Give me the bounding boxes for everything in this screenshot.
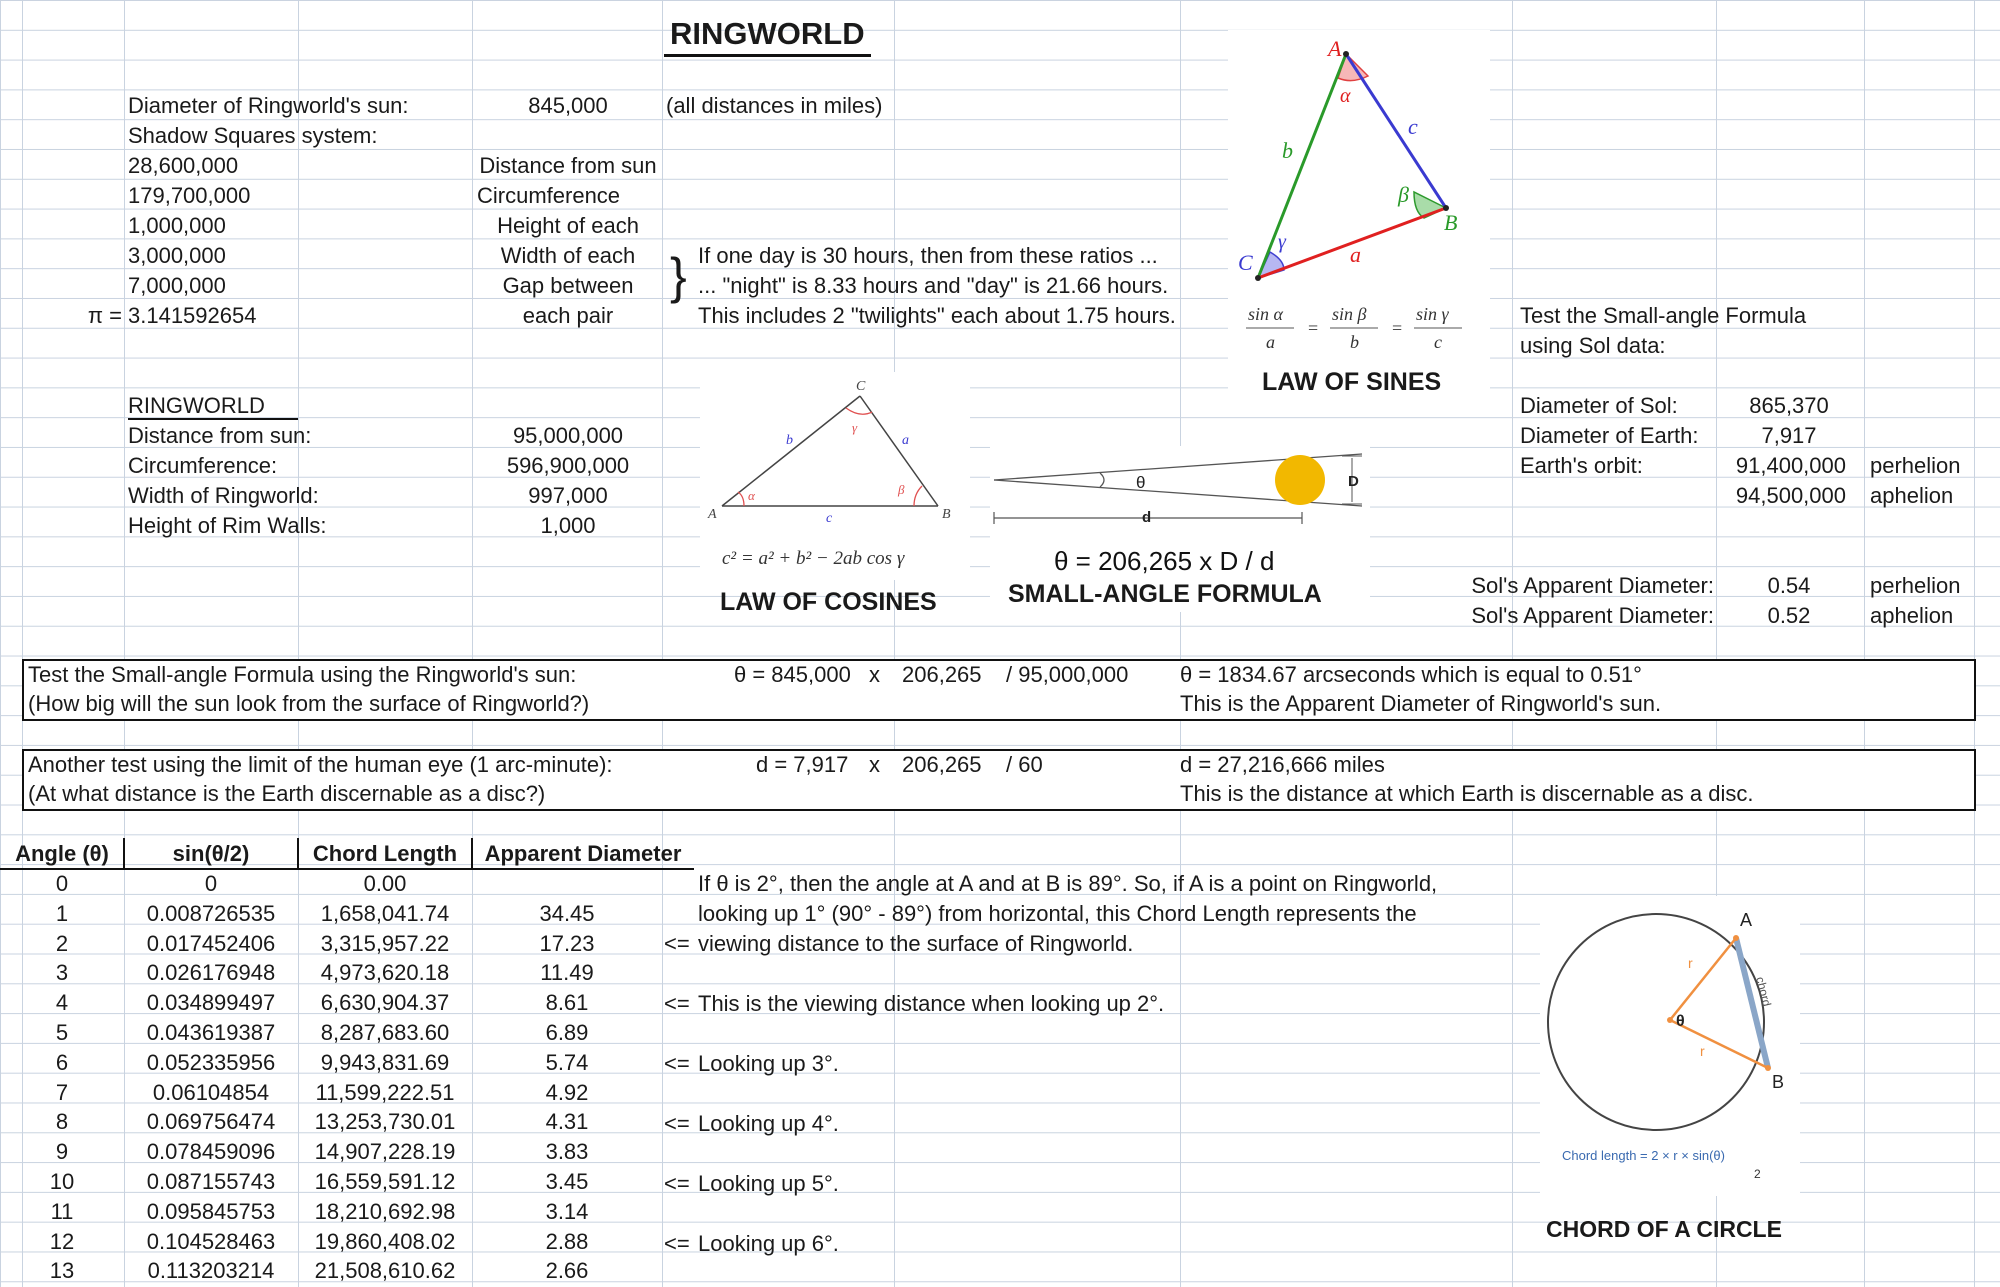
chord-length-cell: 14,907,228.19 (314, 1139, 456, 1165)
law-of-sines-figure (1228, 30, 1490, 400)
pi-value: 3.141592654 (128, 303, 257, 328)
vertex-a-dot (1343, 51, 1349, 57)
radius-a (1670, 938, 1736, 1020)
box2-x: x (869, 752, 880, 777)
chord-theta: θ (1676, 1013, 1685, 1030)
sol-apparent-value-2: 0.52 (1767, 603, 1811, 628)
chord-caption: CHORD OF A CIRCLE (1546, 1216, 1782, 1242)
box2-result-2: This is the distance at which Earth is discernable as a disc. (1180, 781, 1754, 806)
small-angle-formula: θ = 206,265 x D / d (1054, 546, 1275, 576)
col-header-apparent: Apparent Diameter (484, 841, 682, 866)
chord-note-arrow-12: <= (664, 1231, 690, 1256)
ringworld-width-label: Width of Ringworld: (128, 483, 319, 508)
shadow-desc-circumference: Circumference (477, 183, 621, 208)
angle-cell: 9 (55, 1139, 69, 1165)
law-of-cosines-diagram (700, 372, 970, 580)
chord-note-8: Looking up 4°. (698, 1111, 839, 1136)
apparent-diameter-cell: 34.45 (539, 900, 595, 926)
angle-cell: 13 (49, 1258, 75, 1284)
apparent-diameter-cell (472, 870, 662, 898)
sin-cell: 0.052335956 (146, 1049, 276, 1075)
ringworld-circumference-label: Circumference: (128, 453, 278, 478)
shadow-value-circumference: 179,700,000 (128, 183, 251, 208)
cos-side-a-label: a (902, 433, 909, 448)
sin-cell: 0.095845753 (146, 1198, 276, 1224)
sin-cell: 0.06104854 (152, 1079, 270, 1105)
small-angle-caption: SMALL-ANGLE FORMULA (1008, 580, 1322, 608)
cos-vertex-a: A (708, 507, 717, 522)
day-note-2: ... "night" is 8.33 hours and "day" is 21.66 hours. (698, 273, 1169, 298)
angle-cell: 7 (55, 1079, 69, 1105)
col-header-sin: sin(θ/2) (172, 841, 250, 866)
pi-label: π = (87, 303, 122, 328)
sol-heading-2: using Sol data: (1520, 333, 1666, 358)
ringworld-rim-value: 1,000 (540, 513, 596, 538)
earth-diameter-label: Diameter of Earth: (1520, 423, 1699, 448)
cos-formula: c² = a² + b² − 2ab cos γ (722, 548, 905, 569)
chord-length-cell: 6,630,904.37 (320, 990, 450, 1016)
apparent-diameter-cell: 11.49 (540, 960, 594, 986)
cos-side-c-label: c (826, 511, 833, 526)
box1-result-2: This is the Apparent Diameter of Ringworld's sun. (1180, 691, 1662, 716)
apparent-diameter-cell: 3.83 (545, 1139, 589, 1165)
shadow-desc-height: Height of each (497, 213, 639, 238)
chord-length-cell: 1,658,041.74 (320, 900, 450, 926)
sol-diameter-value: 865,370 (1749, 393, 1829, 418)
sines-den-1: a (1266, 332, 1275, 352)
angle-cell: 5 (55, 1020, 69, 1045)
sol-apparent-value-1: 0.54 (1767, 573, 1811, 598)
sol-apparent-label-1: Sol's Apparent Diameter: (1471, 573, 1714, 598)
chord-formula: Chord length = 2 × r × sin(θ) (1562, 1148, 1725, 1163)
sun-diameter-value: 845,000 (528, 93, 608, 118)
shadow-value-gap: 7,000,000 (128, 273, 226, 298)
chord-length-cell: 8,287,683.60 (320, 1020, 450, 1045)
law-of-sines-caption: LAW OF SINES (1262, 368, 1442, 396)
shadow-value-height: 1,000,000 (128, 213, 226, 238)
shadow-desc-pair: each pair (522, 303, 614, 328)
chord-note-p2: looking up 1° (90° - 89°) from horizontal, this Chord Length represents the (698, 901, 1417, 926)
chord-length-cell: 3,315,957.22 (320, 930, 450, 956)
chord-length-cell: 11,599,222.51 (315, 1079, 455, 1105)
sin-cell: 0 (204, 871, 218, 896)
chord-note-arrow-6: <= (664, 1051, 690, 1076)
angle-cell: 6 (55, 1049, 69, 1075)
cos-vertex-b: B (942, 507, 951, 522)
sin-cell: 0.026176948 (146, 960, 276, 986)
shadow-value-distance: 28,600,000 (128, 153, 239, 178)
law-of-sines-formula (1246, 304, 1462, 352)
box2-result-1: d = 27,216,666 miles (1180, 752, 1385, 777)
apparent-diameter-cell: 17.23 (539, 930, 595, 956)
box2-line-2: (At what distance is the Earth discernable as a disc?) (28, 781, 546, 806)
apparent-diameter-cell: 2.66 (545, 1258, 589, 1284)
vertex-c: C (1238, 250, 1253, 275)
angle-cell: 11 (50, 1198, 74, 1224)
gamma-label: γ (1278, 231, 1286, 253)
ringworld-rim-label: Height of Rim Walls: (128, 513, 327, 538)
sin-cell: 0.008726535 (146, 900, 276, 926)
chord-note-p3: viewing distance to the surface of Ringworld. (698, 931, 1134, 956)
sin-cell: 0.034899497 (146, 990, 276, 1016)
apparent-diameter-cell: 5.74 (545, 1049, 589, 1075)
sun-disc (1275, 455, 1325, 505)
chord-length-cell: 16,559,591.12 (314, 1169, 456, 1194)
sin-cell: 0.104528463 (146, 1228, 276, 1254)
chord-length-cell: 0.00 (363, 871, 407, 896)
chord-note-arrow-4: <= (664, 991, 690, 1016)
shadow-squares-label: Shadow Squares system: (128, 123, 378, 148)
sines-den-3: c (1434, 332, 1442, 352)
beta-label: β (1398, 182, 1409, 207)
cos-vertex-c: C (856, 379, 866, 394)
chord-formula-den: 2 (1754, 1167, 1761, 1181)
law-of-cosines-figure (700, 372, 970, 580)
shadow-desc-width: Width of each (500, 243, 636, 268)
apparent-diameter-cell: 6.89 (545, 1020, 589, 1045)
sol-apparent-note-2: aphelion (1870, 603, 1954, 628)
chord-point-b: B (1772, 1072, 1785, 1092)
sines-num-2: sin β (1332, 304, 1367, 324)
box2-expr-b: 206,265 (902, 752, 982, 777)
chord-length-cell: 18,210,692.98 (314, 1198, 456, 1224)
chord-figure (1540, 896, 1800, 1196)
shadow-desc-distance: Distance from sun (479, 153, 657, 178)
cos-gamma-arc (846, 408, 872, 414)
ringworld-heading: RINGWORLD (128, 392, 298, 420)
radius-b (1670, 1020, 1768, 1068)
angle-cell: 10 (49, 1169, 75, 1194)
chord-length-cell: 4,973,620.18 (320, 960, 450, 986)
ringworld-circumference-value: 596,900,000 (506, 453, 630, 478)
apparent-diameter-cell: 3.14 (545, 1198, 589, 1224)
angle-cell: 2 (55, 930, 69, 956)
box1-x: x (869, 662, 880, 687)
page-title: RINGWORLD (664, 16, 871, 57)
earth-orbit-perhelion-value: 91,400,000 (1735, 453, 1846, 478)
box1-result-1: θ = 1834.67 arcseconds which is equal to 0.51° (1180, 662, 1642, 687)
side-b (1258, 54, 1346, 278)
box2-expr-c: / 60 (1006, 752, 1043, 777)
apparent-diameter-cell: 8.61 (545, 990, 589, 1016)
sin-cell: 0.069756474 (146, 1109, 276, 1135)
chord-note-p1: If θ is 2°, then the angle at A and at B is 89°. So, if A is a point on Ringworld, (698, 871, 1438, 896)
apparent-diameter-cell: 4.92 (545, 1079, 589, 1105)
brace: } (670, 248, 687, 304)
sol-apparent-label-2: Sol's Apparent Diameter: (1471, 603, 1714, 628)
shadow-value-width: 3,000,000 (128, 243, 226, 268)
sin-cell: 0.078459096 (146, 1139, 276, 1165)
day-note-3: This includes 2 "twilights" each about 1.75 hours. (698, 303, 1176, 328)
chord-note-arrow-p3: <= (664, 931, 690, 956)
sol-apparent-note-1: perhelion (1870, 573, 1961, 598)
law-of-cosines-caption: LAW OF COSINES (720, 588, 937, 616)
box1-line-2: (How big will the sun look from the surface of Ringworld?) (28, 691, 590, 716)
angle-cell: 0 (55, 871, 69, 896)
chord-length-cell: 13,253,730.01 (314, 1109, 456, 1135)
cos-alpha-label: α (748, 488, 755, 503)
chord-r-upper: r (1688, 955, 1693, 971)
sin-cell: 0.113203214 (147, 1258, 275, 1284)
sun-diameter-label: Diameter of Ringworld's sun: (128, 93, 409, 118)
earth-diameter-value: 7,917 (1761, 423, 1817, 448)
cos-beta-arc (914, 486, 922, 506)
cos-alpha-arc (738, 492, 744, 506)
law-of-sines-diagram (1228, 30, 1490, 400)
sines-eq-2: = (1392, 318, 1403, 338)
d-label: d (1142, 509, 1152, 526)
chord-label: chord (1753, 975, 1774, 1008)
ringworld-sun-test-box (22, 659, 1976, 721)
angle-cell: 12 (49, 1228, 75, 1254)
ringworld-width-value: 997,000 (528, 483, 608, 508)
chord-note-10: Looking up 5°. (698, 1171, 839, 1196)
box1-expr-b: 206,265 (902, 662, 982, 687)
chord-length-cell: 21,508,610.62 (314, 1258, 456, 1284)
earth-orbit-label: Earth's orbit: (1520, 453, 1643, 478)
box1-line-1: Test the Small-angle Formula using the Ringworld's sun: (28, 662, 577, 687)
vertex-c-dot (1255, 275, 1261, 281)
angle-cell: 4 (55, 990, 69, 1016)
col-header-chord: Chord Length (312, 841, 458, 866)
side-b-label: b (1282, 138, 1293, 163)
chord-note-6: Looking up 3°. (698, 1051, 839, 1076)
apparent-diameter-cell: 4.31 (545, 1109, 589, 1135)
vertex-a: A (1328, 36, 1342, 61)
angle-cell: 3 (55, 960, 69, 986)
cos-side-b (722, 396, 860, 506)
cos-gamma-label: γ (852, 420, 858, 435)
earth-orbit-aphelion-value: 94,500,000 (1735, 483, 1846, 508)
box2-line-1: Another test using the limit of the human eye (1 arc-minute): (28, 752, 613, 777)
ringworld-distance-label: Distance from sun: (128, 423, 312, 448)
sin-cell: 0.087155743 (146, 1169, 276, 1194)
chord-note-12: Looking up 6°. (698, 1231, 839, 1256)
sines-den-2: b (1350, 332, 1359, 352)
chord-length-cell: 9,943,831.69 (320, 1049, 450, 1075)
theta-label: θ (1136, 473, 1146, 492)
D-label: D (1348, 473, 1359, 490)
sol-heading-1: Test the Small-angle Formula (1520, 303, 1807, 328)
box2-expr-a: d = 7,917 (756, 752, 849, 777)
chord-note-arrow-10: <= (664, 1171, 690, 1196)
cos-side-b-label: b (786, 433, 793, 448)
side-c-label: c (1408, 114, 1418, 139)
earth-orbit-aphelion-note: aphelion (1870, 483, 1954, 508)
cos-beta-label: β (898, 482, 905, 497)
earth-orbit-perhelion-note: perhelion (1870, 453, 1961, 478)
angle-cell: 1 (55, 900, 69, 926)
ringworld-distance-value: 95,000,000 (512, 423, 624, 448)
apparent-diameter-cell: 3.45 (545, 1169, 589, 1194)
units-note: (all distances in miles) (666, 93, 883, 118)
side-c (1346, 54, 1446, 208)
sines-num-3: sin γ (1416, 304, 1449, 324)
alpha-label: α (1340, 85, 1351, 107)
circle-outline (1548, 914, 1764, 1130)
chord-length-cell: 19,860,408.02 (314, 1228, 456, 1254)
shadow-desc-gap: Gap between (502, 273, 634, 298)
sol-diameter-label: Diameter of Sol: (1520, 393, 1678, 418)
angle-cell: 8 (55, 1109, 69, 1135)
col-header-angle: Angle (θ) (15, 841, 109, 866)
sines-eq-1: = (1308, 318, 1319, 338)
human-eye-test-box (22, 749, 1976, 811)
apparent-diameter-cell: 2.88 (545, 1228, 589, 1254)
sin-cell: 0.017452406 (146, 930, 276, 956)
chord-note-4: This is the viewing distance when looking up 2°. (698, 991, 1165, 1016)
chord-point-a: A (1740, 910, 1753, 930)
chord-diagram (1540, 896, 1800, 1196)
day-note-1: If one day is 30 hours, then from these ratios ... (698, 243, 1158, 268)
sines-num-1: sin α (1248, 304, 1283, 324)
chord-r-lower: r (1700, 1043, 1705, 1059)
sin-cell: 0.043619387 (146, 1020, 276, 1045)
vertex-b: B (1444, 210, 1458, 235)
side-a-label: a (1350, 242, 1361, 267)
box1-expr-a: θ = 845,000 (734, 662, 851, 687)
chord-note-arrow-8: <= (664, 1111, 690, 1136)
box1-expr-c: / 95,000,000 (1006, 662, 1129, 687)
